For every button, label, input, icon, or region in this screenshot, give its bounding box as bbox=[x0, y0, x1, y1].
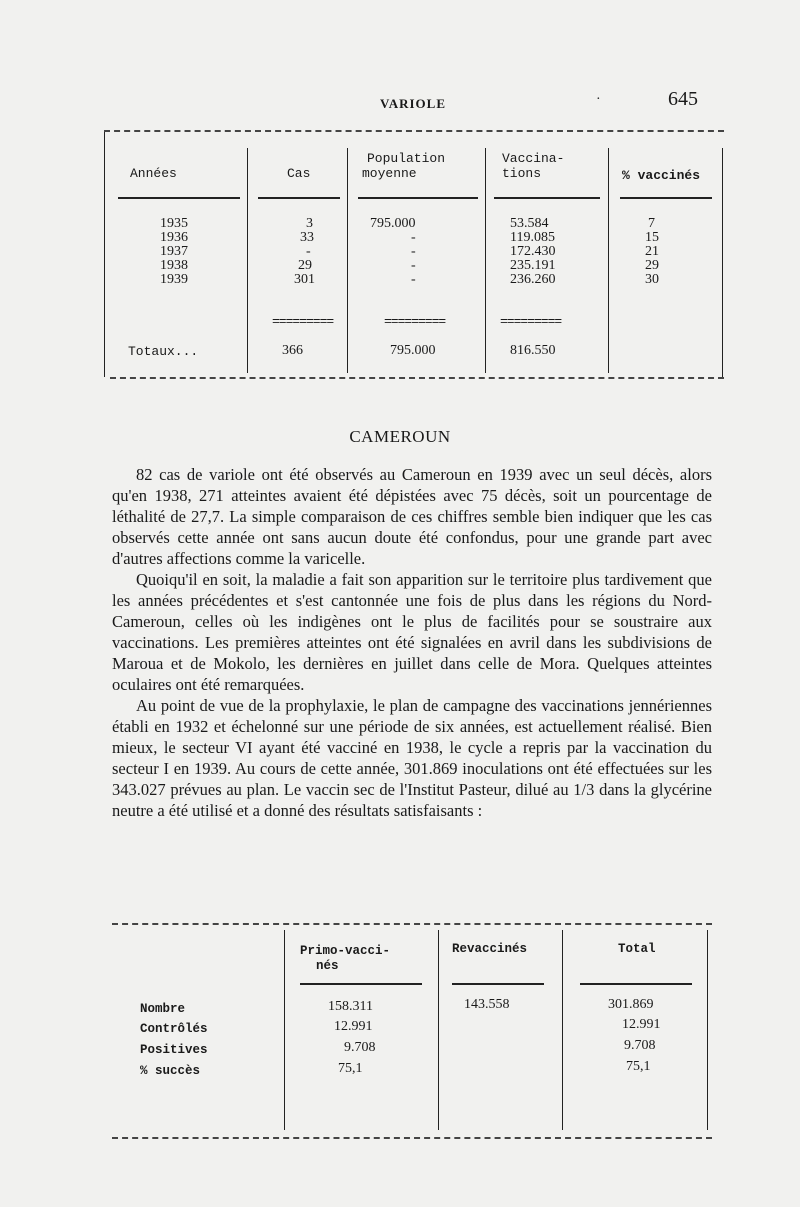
cell-pct: 21 bbox=[645, 244, 659, 259]
cell-primo: 12.991 bbox=[334, 1019, 373, 1034]
separator: ========= bbox=[272, 314, 334, 329]
cell-pct: 7 bbox=[648, 216, 655, 231]
col-divider bbox=[247, 148, 248, 373]
cell-total: 75,1 bbox=[626, 1059, 651, 1074]
header-revaccines: Revaccinés bbox=[452, 942, 528, 956]
row-label: Positives bbox=[140, 1043, 208, 1057]
header-rule bbox=[580, 983, 692, 985]
separator: ========= bbox=[384, 314, 446, 329]
header-primo-l2: nés bbox=[316, 959, 339, 973]
cell-population: 795.000 bbox=[370, 216, 416, 231]
cell-cas: 29 bbox=[298, 258, 312, 273]
col-divider bbox=[438, 930, 439, 1130]
cell-vaccinations: 172.430 bbox=[510, 244, 556, 259]
cell-annee: 1937 bbox=[160, 244, 188, 259]
totals-label: Totaux... bbox=[128, 344, 199, 359]
cell-vaccinations: 236.260 bbox=[510, 272, 556, 287]
cell-annee: 1938 bbox=[160, 258, 188, 273]
body-text bbox=[112, 464, 712, 821]
col-divider bbox=[347, 148, 348, 373]
header-cas: Cas bbox=[287, 166, 311, 181]
cell-pct: 30 bbox=[645, 272, 659, 287]
cell-annee: 1935 bbox=[160, 216, 188, 231]
running-head-dot: · bbox=[596, 92, 601, 107]
paragraph: 82 cas de variole ont été observés au Cameroun en 1939 avec un seul décès, alors qu'en 1938, 271 atteintes avaient été dépistées avec 75 décès, soit un pourcentage de léthalité de 27,7. La simple comparaison de ces chiffres semble bien indiquer que les cas observés cette année ont sans aucun doute été confondus, pour une grande part avec d'autres affections comme la varicelle. bbox=[112, 465, 712, 568]
table-right-border bbox=[722, 148, 723, 377]
header-rule bbox=[620, 197, 712, 199]
table-bottom-border bbox=[112, 1137, 712, 1139]
table-top-border bbox=[112, 923, 712, 925]
header-total: Total bbox=[618, 942, 656, 956]
header-rule bbox=[258, 197, 340, 199]
col-divider bbox=[608, 148, 609, 373]
paragraph: Quoiqu'il en soit, la maladie a fait son apparition sur le territoire plus tardivement que les années précédentes et s'est cantonnée une fois de plus dans les régions du Nord-Cameroun, celles où les indigènes ont le plus de facilités pour se soustraire aux vaccinations. Les premières atteintes ont été signalées en avril dans les subdivisions de Maroua et de Mokolo, les dernières en juillet dans celle de Mora. Quelques atteintes oculaires ont été remarquées. bbox=[112, 570, 712, 694]
col-divider bbox=[284, 930, 285, 1130]
header-rule bbox=[118, 197, 240, 199]
cell-vaccinations: 119.085 bbox=[510, 230, 555, 245]
cell-annee: 1939 bbox=[160, 272, 188, 287]
cell-cas: 3 bbox=[306, 216, 313, 231]
cell-vaccinations: 53.584 bbox=[510, 216, 549, 231]
table-top-border bbox=[104, 130, 724, 132]
table-left-border bbox=[104, 132, 105, 377]
separator: ========= bbox=[500, 314, 562, 329]
header-pct-vaccines: % vaccinés bbox=[622, 168, 701, 183]
col-divider bbox=[562, 930, 563, 1130]
header-primo-l1: Primo-vacci- bbox=[300, 944, 391, 958]
cell-vaccinations: 235.191 bbox=[510, 258, 556, 273]
cell-pct: 15 bbox=[645, 230, 659, 245]
header-vaccinations-l2: tions bbox=[502, 166, 542, 181]
cell-population: - bbox=[411, 258, 416, 273]
cell-total: 12.991 bbox=[622, 1017, 661, 1032]
totals-cas: 366 bbox=[282, 343, 303, 358]
header-rule bbox=[300, 983, 422, 985]
table-right-border bbox=[707, 930, 708, 1130]
cell-population: - bbox=[411, 244, 416, 259]
row-label: Nombre bbox=[140, 1002, 186, 1016]
totals-vaccinations: 816.550 bbox=[510, 343, 556, 358]
totals-population: 795.000 bbox=[390, 343, 436, 358]
page-number: 645 bbox=[668, 88, 698, 110]
cell-cas: - bbox=[306, 244, 311, 259]
section-title: CAMEROUN bbox=[349, 427, 451, 446]
header-population-l2: moyenne bbox=[362, 166, 417, 181]
cell-cas: 33 bbox=[300, 230, 314, 245]
running-head-title: VARIOLE bbox=[380, 96, 447, 111]
header-vaccinations-l1: Vaccina- bbox=[502, 151, 565, 166]
cell-total: 9.708 bbox=[624, 1038, 656, 1053]
cell-population: - bbox=[411, 272, 416, 287]
cell-pct: 29 bbox=[645, 258, 659, 273]
header-rule bbox=[494, 197, 600, 199]
table-bottom-border bbox=[110, 377, 724, 379]
header-annees: Années bbox=[130, 166, 177, 181]
header-rule bbox=[452, 983, 544, 985]
cell-population: - bbox=[411, 230, 416, 245]
cell-primo: 75,1 bbox=[338, 1061, 363, 1076]
header-population-l1: Population bbox=[367, 151, 446, 166]
cell-cas: 301 bbox=[294, 272, 315, 287]
col-divider bbox=[485, 148, 486, 373]
header-rule bbox=[358, 197, 478, 199]
cell-annee: 1936 bbox=[160, 230, 188, 245]
row-label: % succès bbox=[140, 1064, 201, 1078]
cell-primo: 158.311 bbox=[328, 999, 373, 1014]
cell-primo: 9.708 bbox=[344, 1040, 376, 1055]
cell-revac: 143.558 bbox=[464, 997, 510, 1012]
cell-total: 301.869 bbox=[608, 997, 654, 1012]
row-label: Contrôlés bbox=[140, 1022, 208, 1036]
paragraph: Au point de vue de la prophylaxie, le plan de campagne des vaccinations jennériennes établi en 1932 et échelonné sur une période de six années, est actuellement réalisé. Bien mieux, le secteur VI ayant été vacciné en 1938, le cycle a repris par la vaccination du secteur I en 1939. Au cours de cette année, 301.869 inoculations ont été effectuées sur les 343.027 prévues au plan. Le vaccin sec de l'Institut Pasteur, dilué au 1/3 dans la glycérine neutre a été utilisé et a donné des résultats satisfaisants : bbox=[112, 696, 712, 820]
